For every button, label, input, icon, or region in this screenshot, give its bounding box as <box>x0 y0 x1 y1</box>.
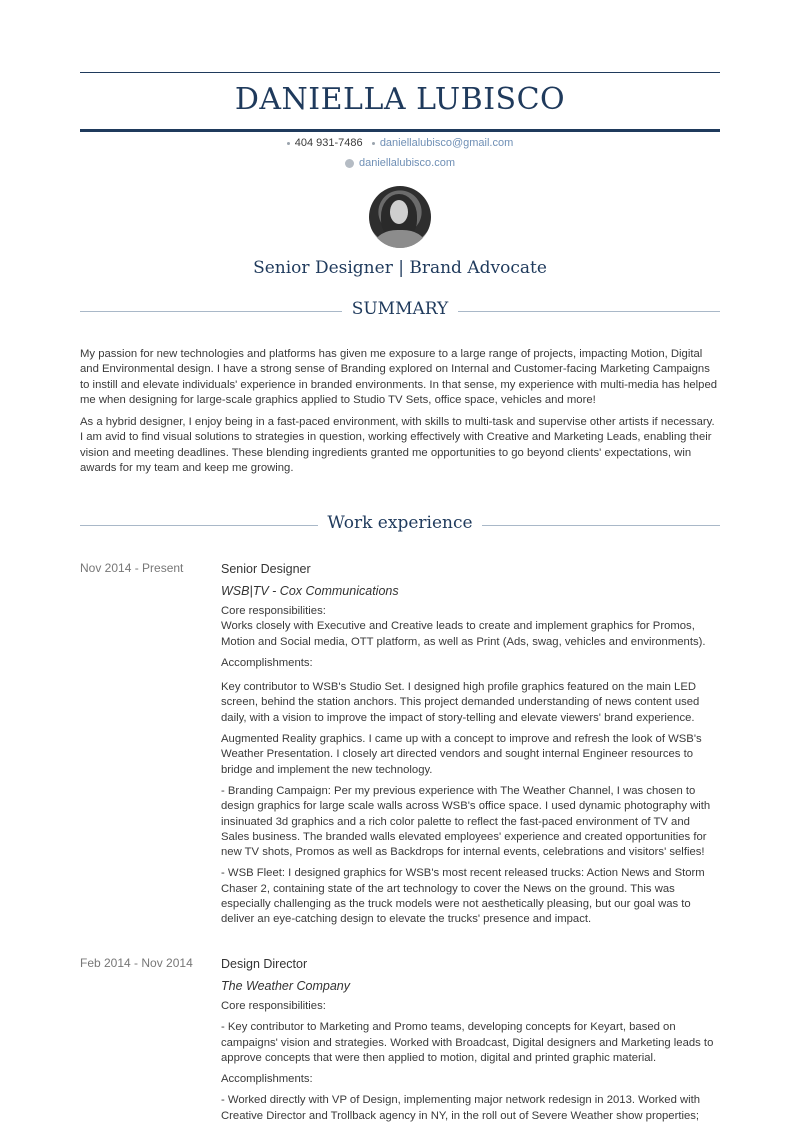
job-content <box>221 561 720 934</box>
experience-title: Work experience <box>327 513 473 533</box>
job-title: Design Director <box>221 957 308 971</box>
summary-paragraph: As a hybrid designer, I enjoy being in a fast-paced environment, with skills to multi-task and supervise other artists if necessary. I am avid to find visual solutions to strategies in question, working effectively with Creative and Marketing Leads, enabling their vision and meeting deadlines. These blending ingredients granted me opportunities to go beyond clients' expectations, win awards for my team and keep me growing. <box>80 416 715 475</box>
website-line <box>0 157 800 169</box>
summary-title: SUMMARY <box>351 299 449 319</box>
job-paragraph: Augmented Reality graphics. I came up with a concept to improve and refresh the look of WSB's Weather Presentation. I closely art directed vendors and sought internal Engineer resources to bridge and implement the new technology. <box>221 733 702 776</box>
summary-paragraph: My passion for new technologies and platforms has given me exposure to a large range of projects, impacting Motion, Digital and Environmental design. I have a strong sense of Branding explored on Internal and Customer-facing Marketing Campaigns to instill and elevate individuals' experience in branded environments. In that sense, my experience with multi-media has helped me when designing for large-scale graphics applied to Studio TV Sets, office space, vehicles and more! <box>80 348 718 406</box>
globe-icon <box>345 159 354 168</box>
job-paragraph: - Key contributor to Marketing and Promo teams, developing concepts for Keyart, based on campaigns' vision and strategies. Worked with Broadcast, Digital designers and Marketing leads to approve concepts that were then applied to motion, digital and printed graphic material. <box>221 1021 714 1064</box>
job-paragraph: Accomplishments: <box>221 656 313 669</box>
job-paragraph: Core responsibilities: <box>221 605 326 617</box>
header-bottom-rule <box>80 129 720 132</box>
job-company: The Weather Company <box>221 979 350 993</box>
job-company: WSB|TV - Cox Communications <box>221 584 399 598</box>
candidate-name: DANIELLA LUBISCO <box>234 82 566 117</box>
job-content <box>221 956 720 1130</box>
header-top-rule <box>80 72 720 73</box>
summary-body <box>80 347 720 483</box>
job-paragraph: Key contributor to WSB's Studio Set. I designed high profile graphics featured on the main LED screen, behind the station anchors. This project demanded understanding of news content used daily, with a vision to improve the impact of story-telling and elevate viewers' brand experience. <box>221 681 700 724</box>
profile-photo <box>369 186 431 248</box>
job-dates: Feb 2014 - Nov 2014 <box>80 956 193 970</box>
contact-line <box>0 137 800 149</box>
website-link[interactable]: daniellalubisco.com <box>359 157 455 169</box>
job-paragraph: - Branding Campaign: Per my previous experience with The Weather Channel, I was chosen to design graphics for large scale walls across WSB's office space. I used dynamic photography with insinuated 3d graphics and a rich color palette to reflect the fast-paced environment of TV and Sales business. The branded walls elevated employees' experience and created opportunities for new TV shots, Promos as well as Backdrops for internal events, celebrations and visitors' selfies! <box>221 784 711 859</box>
job-paragraph: Core responsibilities: <box>221 1000 326 1012</box>
job-paragraph: - WSB Fleet: I designed graphics for WSB's most recent released trucks: Action News and Storm Chaser 2, containing state of the art technology to cover the News on the ground. This was especially challenging as the truck models were not aesthetically pleasing, but our goal was to deliver an eye-catching design to elevate the trucks' presence and impact. <box>221 867 705 926</box>
job-dates: Nov 2014 - Present <box>80 561 184 575</box>
job-paragraph: Accomplishments: <box>221 1073 313 1086</box>
summary-heading <box>80 299 720 323</box>
email-link[interactable]: daniellalubisco@gmail.com <box>379 137 514 149</box>
job-paragraph: - Worked directly with VP of Design, implementing major network redesign in 2013. Worked with Creative Director and Trollback agency in NY, in the roll out of Severe Weather show properties; <box>221 1094 701 1122</box>
phone: 404 931-7486 <box>294 137 363 149</box>
experience-heading <box>80 513 720 537</box>
job-paragraph: Works closely with Executive and Creative leads to create and implement graphics for Promos, Motion and Social media, OTT platform, as well as Print (Ads, swag, vehicles and environments). <box>221 620 706 648</box>
professional-headline: Senior Designer | Brand Advocate <box>253 258 547 278</box>
bullet-icon <box>287 142 290 145</box>
job-title: Senior Designer <box>221 562 311 576</box>
bullet-icon <box>372 142 375 145</box>
